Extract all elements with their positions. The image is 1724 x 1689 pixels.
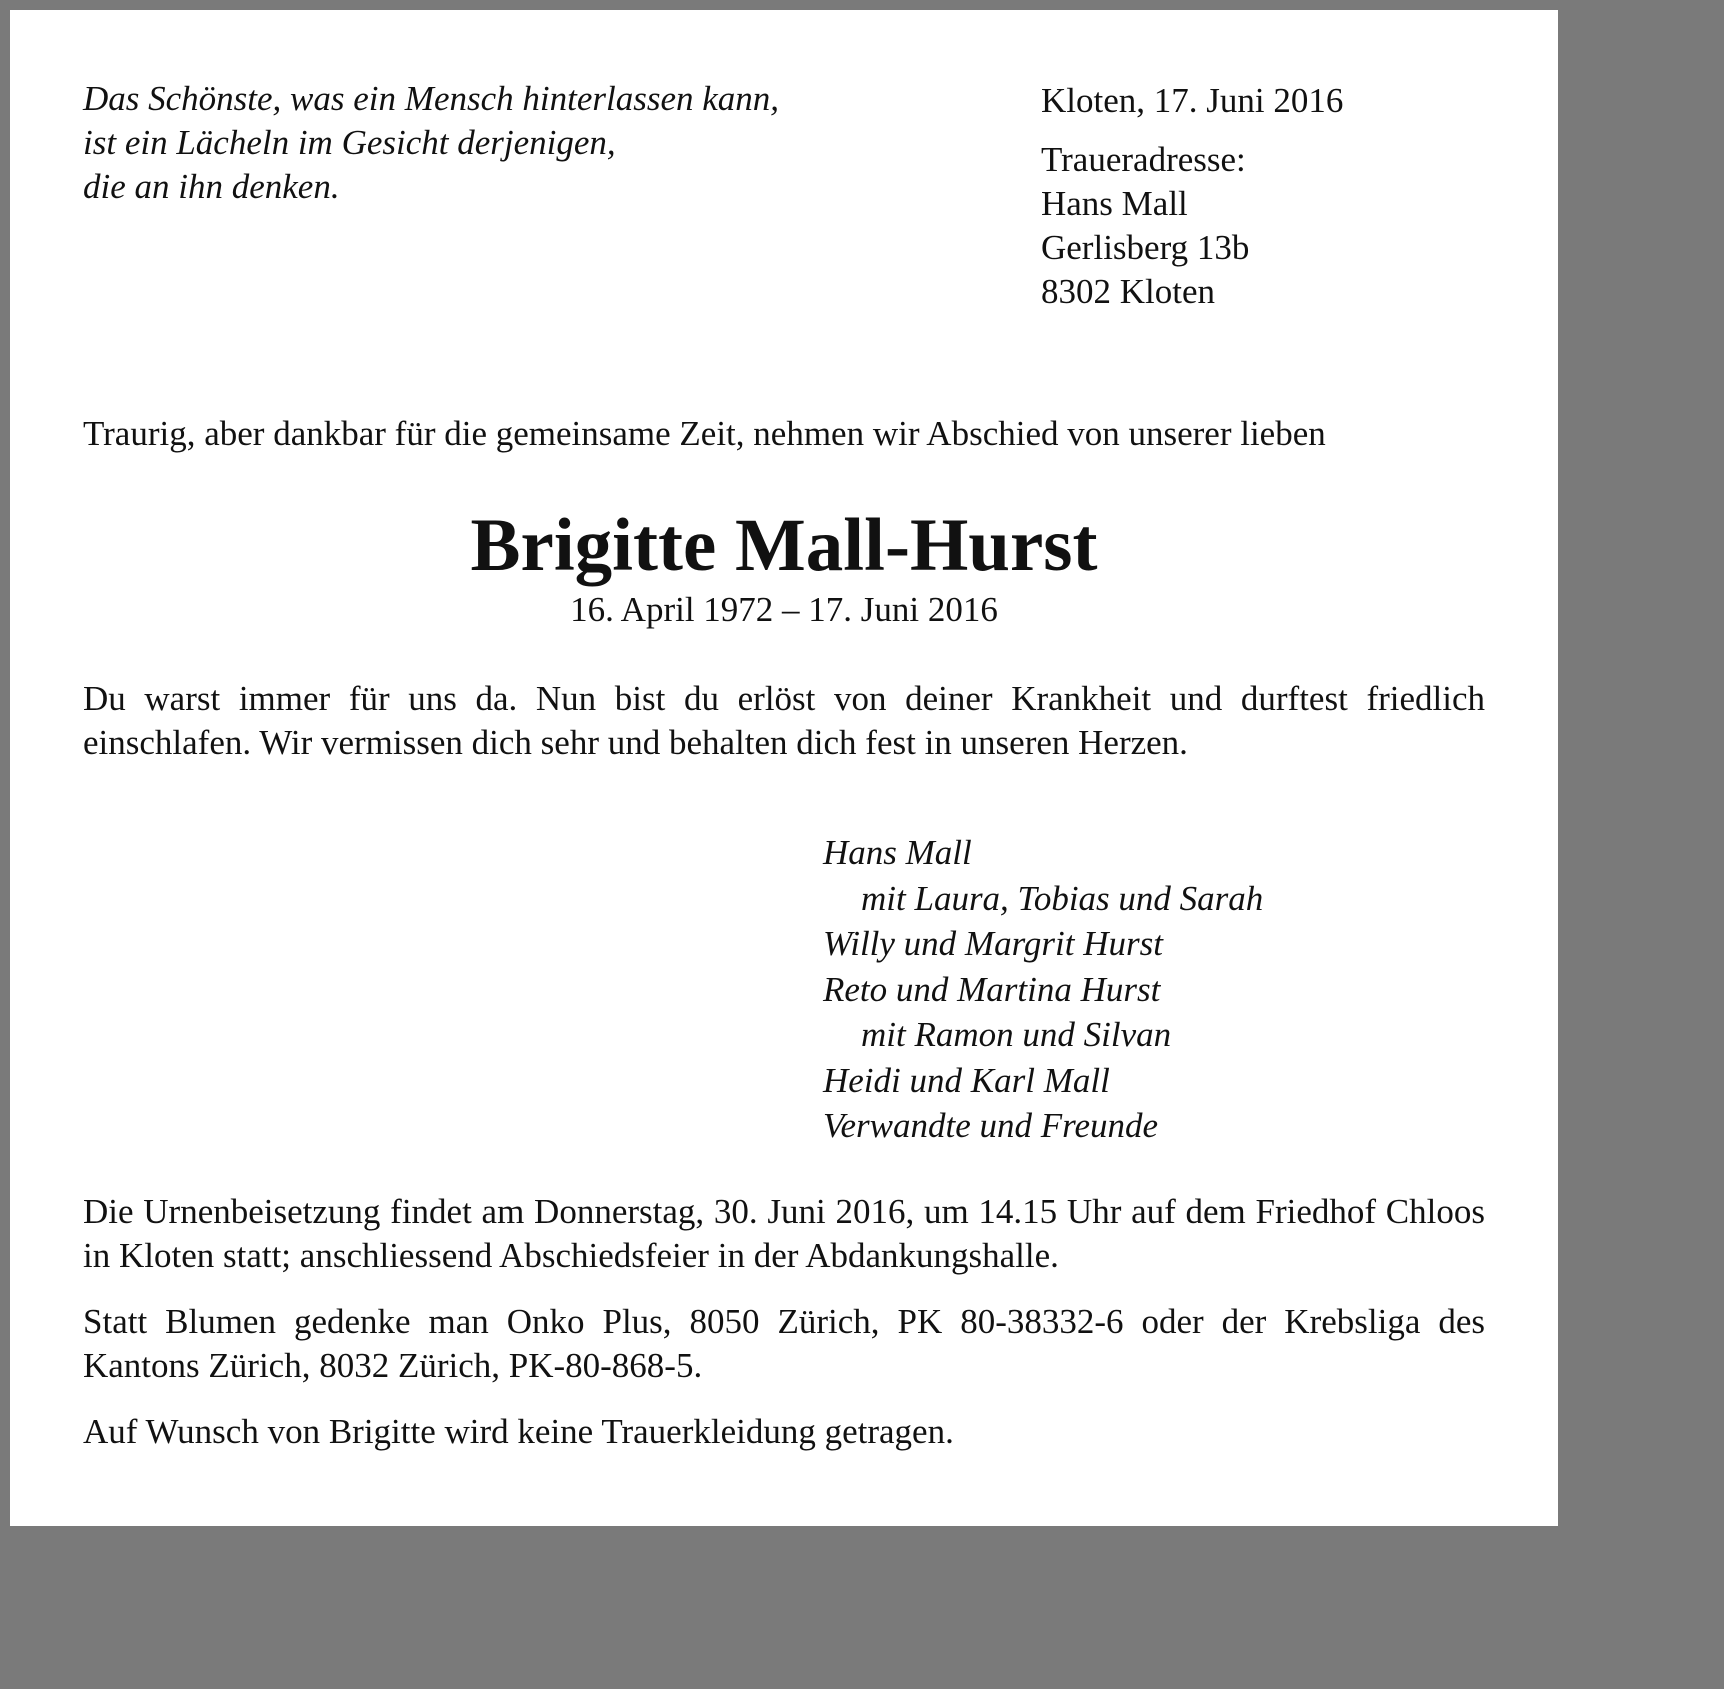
address-name: Hans Mall (1041, 184, 1188, 223)
motto-line: die an ihn denken. (83, 167, 340, 206)
mourners-list (823, 830, 1263, 1149)
mourner-line: mit Laura, Tobias und Sarah (861, 878, 1264, 918)
lifespan-dates: 16. April 1972 – 17. Juni 2016 (570, 590, 998, 629)
mourner-line: Verwandte und Freunde (823, 1106, 1159, 1145)
mourner-line: Willy und Margrit Hurst (823, 924, 1163, 963)
mourner-line: Reto und Martina Hurst (823, 969, 1161, 1009)
place-date: Kloten, 17. Juni 2016 (1041, 81, 1344, 120)
mourning-address (1041, 138, 1249, 314)
tribute-paragraph: Du warst immer für uns da. Nun bist du erlöst von deiner Krankheit und durftest friedlich einschlafen. Wir vermissen dich sehr und behalten dich fest in unseren Herzen. (83, 679, 1485, 762)
motto-line: Das Schönste, was ein Mensch hinterlassen kann, (83, 79, 780, 118)
ceremony-paragraph: Die Urnenbeisetzung findet am Donnerstag, 30. Juni 2016, um 14.15 Uhr auf dem Friedhof Chloos in Kloten statt; anschliessend Abschiedsfeier in der Abdankungshalle. (83, 1192, 1485, 1275)
address-city: 8302 Kloten (1041, 272, 1216, 311)
intro-text: Traurig, aber dankbar für die gemeinsame Zeit, nehmen wir Abschied von unserer lieben (83, 414, 1326, 453)
motto-line: ist ein Lächeln im Gesicht derjenigen, (83, 123, 616, 162)
wish-paragraph: Auf Wunsch von Brigitte wird keine Trauerkleidung getragen. (83, 1412, 954, 1451)
mourner-line: Hans Mall (823, 833, 972, 872)
address-street: Gerlisberg 13b (1041, 228, 1250, 267)
mourner-line: Heidi und Karl Mall (823, 1060, 1110, 1100)
deceased-name: Brigitte Mall-Hurst (470, 504, 1098, 587)
donation-paragraph: Statt Blumen gedenke man Onko Plus, 8050 Zürich, PK 80-38332-6 oder der Krebsliga des Kantons Zürich, 8032 Zürich, PK-80-868-5. (83, 1302, 1485, 1385)
mourner-line: mit Ramon und Silvan (861, 1015, 1172, 1054)
obituary-notice (10, 10, 1558, 1526)
motto-quote (83, 77, 903, 209)
address-label: Traueradresse: (1041, 140, 1246, 179)
